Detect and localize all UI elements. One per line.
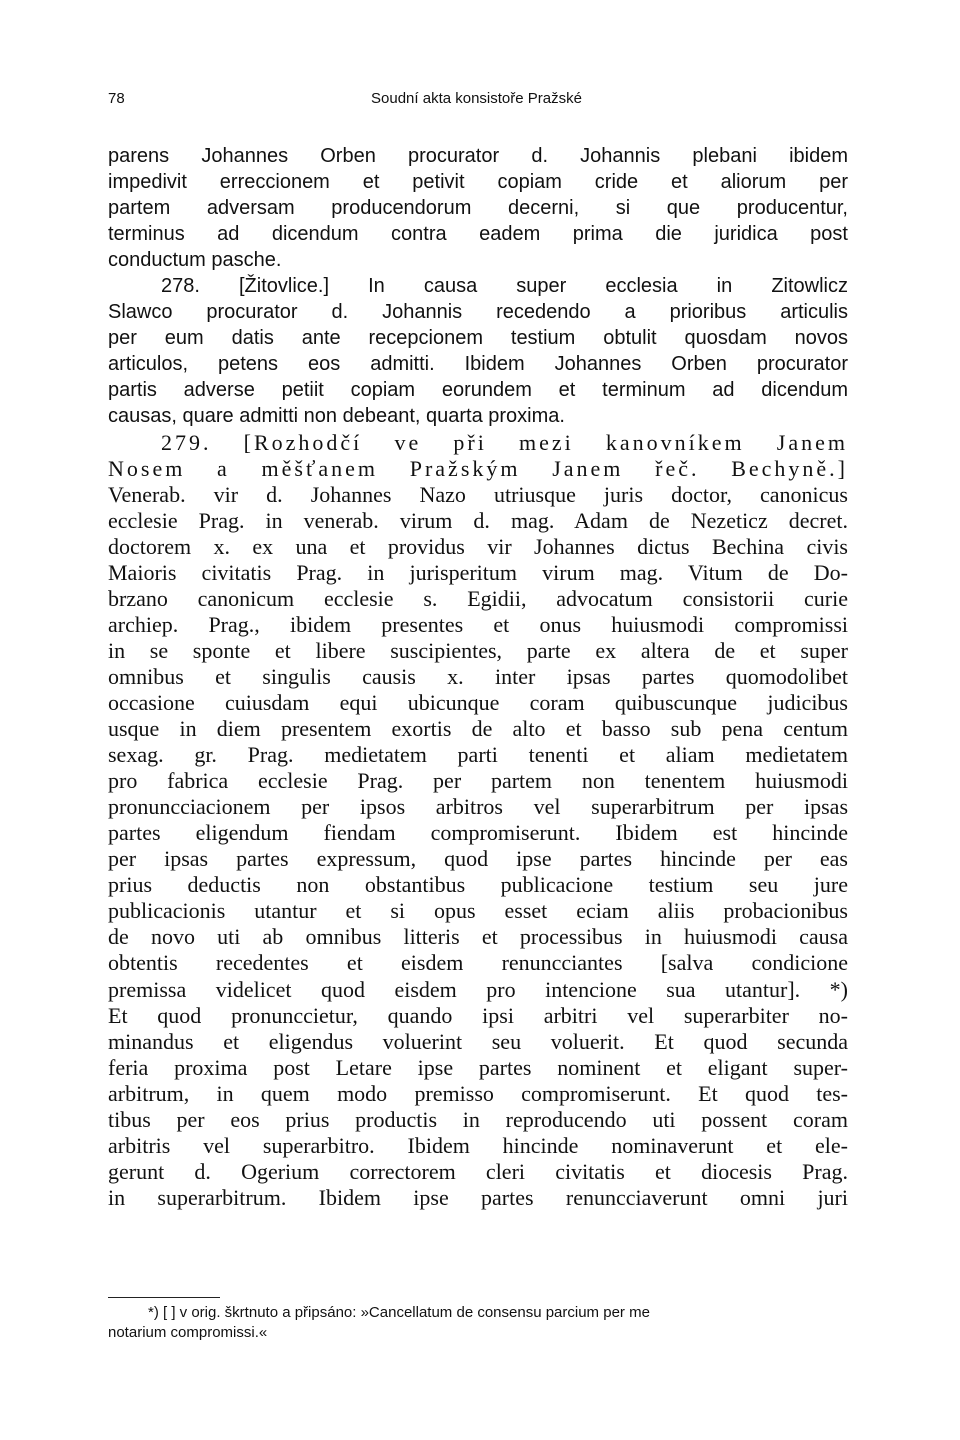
text-line: Slawco procurator d. Johannis recedendo a prioribus articulis — [108, 301, 848, 324]
text-line: usque in diem presentem exortis de alto et basso sub pena centum — [108, 716, 848, 742]
text-line: Maioris civitatis Prag. in jurisperitum virum mag. Vitum de Do- — [108, 559, 848, 585]
text-line: partem adversam producendorum decerni, si que producentur, — [108, 197, 848, 220]
text-line: parens Johannes Orben procurator d. Johannis plebani ibidem — [108, 145, 848, 167]
footnote-divider — [108, 1297, 220, 1298]
text-line: conductum pasche. — [108, 249, 282, 272]
text-line: publicacionis utantur et si opus esset eciam aliis probacionibus — [108, 898, 848, 924]
text-line: in superarbitrum. Ibidem ipse partes renuncciaverunt omni juri — [108, 1184, 848, 1210]
text-line: Venerab. vir d. Johannes Nazo utriusque juris doctor, canonicus — [108, 481, 848, 507]
text-line: pronuncciacionem per ipsos arbitros vel superarbitrum per ipsas — [108, 794, 848, 820]
text-line: de novo uti ab omnibus litteris et processibus in huiusmodi causa — [108, 924, 848, 950]
text-line: brzano canonicum ecclesie s. Egidii, advocatum consistorii curie — [108, 585, 848, 611]
entry-heading-278: 278. [Žitovlice.] In causa super ecclesia in Zitowlicz — [161, 275, 848, 298]
text-line: omnibus et singulis causis x. inter ipsas partes quomodolibet — [108, 663, 848, 689]
text-line: minandus et eligendus voluerint seu voluerit. Et quod secunda — [108, 1028, 848, 1054]
body-text — [108, 143, 848, 1211]
running-title: Soudní akta konsistoře Pražské — [371, 90, 582, 107]
text-line: tibus per eos prius productis in reproducendo uti possent coram — [108, 1106, 848, 1132]
text-line: sexag. gr. Prag. medietatem parti tenenti et aliam medietatem — [108, 742, 848, 768]
text-line: archiep. Prag., ibidem presentes et onus huiusmodi compromissi — [108, 611, 848, 637]
text-line: prius deductis non obstantibus publicacione testium seu jure — [108, 872, 848, 898]
entry-heading-279: 279. [Rozhodčí ve při mezi kanovníkem Janem — [161, 429, 848, 455]
entry-279 — [108, 430, 848, 1211]
text-line: terminus ad dicendum contra eadem prima die juridica post — [108, 223, 848, 246]
text-line: partis adverse petiit copiam eorundem et terminum ad dicendum — [108, 379, 848, 402]
text-line: in se sponte et libere suscipientes, parte ex altera de et super — [108, 637, 848, 663]
text-line: premissa videlicet quod eisdem pro intencione sua utantur]. *) — [108, 976, 848, 1002]
text-line: articulos, petens eos admitti. Ibidem Johannes Orben procurator — [108, 353, 848, 376]
text-line: per ipsas partes expressum, quod ipse partes hincinde per eas — [108, 846, 848, 872]
text-line: arbitrum, in quem modo premisso compromiserunt. Et quod tes- — [108, 1080, 848, 1106]
text-line: pro fabrica ecclesie Prag. per partem non tenentem huiusmodi — [108, 768, 848, 794]
page-number: 78 — [108, 90, 125, 107]
text-line: ecclesie Prag. in venerab. virum d. mag. Adam de Nezeticz decret. — [108, 507, 848, 533]
text-line: arbitris vel superarbitro. Ibidem hincinde nominaverunt et ele- — [108, 1132, 848, 1158]
text-line: per eum datis ante recepcionem testium obtulit quosdam novos — [108, 327, 848, 350]
text-line: feria proxima post Letare ipse partes nominent et eligant super- — [108, 1054, 848, 1080]
footnotes — [108, 1303, 863, 1343]
text-line: partes eligendum fiendam compromiserunt. Ibidem est hincinde — [108, 820, 848, 846]
running-header — [108, 90, 845, 114]
entry-heading-279-cont: Nosem a měšťanem Pražským Janem řeč. Bechyně.] — [108, 455, 848, 481]
text-line: occasione cuiusdam equi ubicunque coram quibuscunque judicibus — [108, 689, 848, 715]
text-line: causas, quare admitti non debeant, quarta proxima. — [108, 405, 565, 428]
entries-277-278 — [108, 143, 848, 430]
footnote-line: notarium compromissi.« — [108, 1324, 268, 1341]
text-line: gerunt d. Ogerium correctorem cleri civitatis et diocesis Prag. — [108, 1158, 848, 1184]
text-line: obtentis recedentes et eisdem renuncciantes [salva condicione — [108, 950, 848, 976]
text-line: impedivit erreccionem et petivit copiam cride et aliorum per — [108, 171, 848, 194]
footnote-line: *) [ ] v orig. škrtnuto a připsáno: »Cancellatum de consensu parcium per me — [148, 1304, 650, 1321]
text-line: Et quod pronunccietur, quando ipsi arbitri vel superarbiter no- — [108, 1002, 848, 1028]
text-line: doctorem x. ex una et providus vir Johannes dictus Bechina civis — [108, 533, 848, 559]
